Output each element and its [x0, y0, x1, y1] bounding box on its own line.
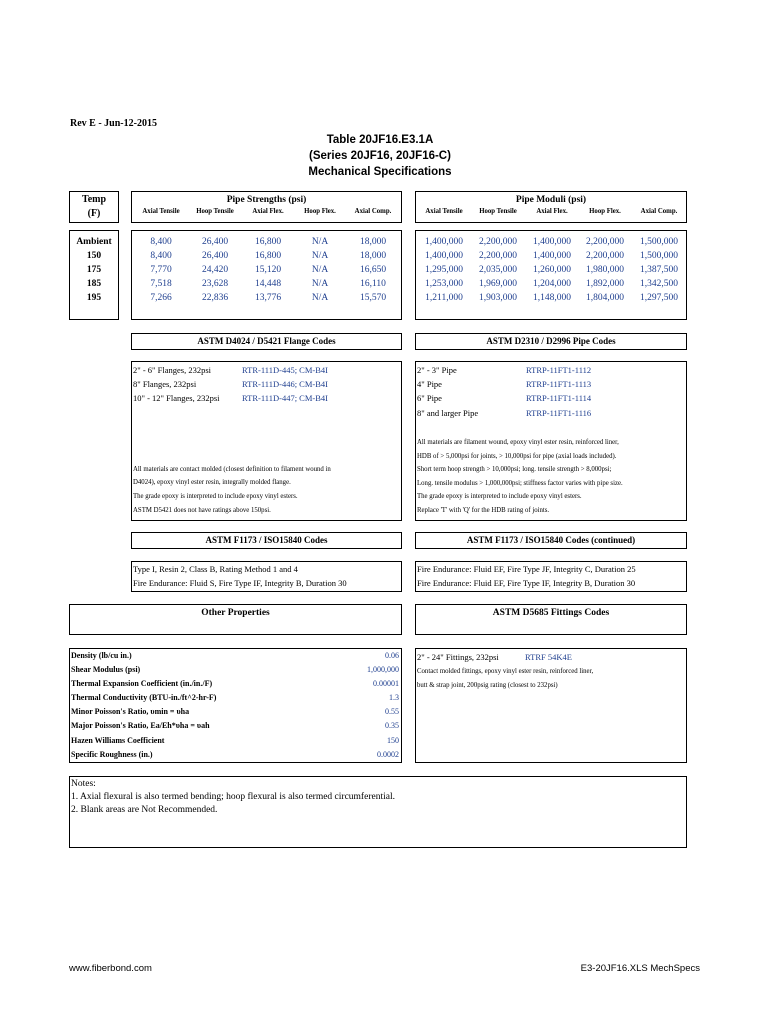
modulus-cell: 1,400,000	[425, 237, 463, 247]
strength-cell: 22,836	[201, 293, 229, 303]
strength-cell: 15,570	[359, 293, 387, 303]
strength-cell: 26,400	[201, 237, 229, 247]
note-line: 1. Axial flexural is also termed bending; hoop flexural is also termed circumferential.	[71, 792, 395, 802]
strength-cell: 23,628	[201, 279, 229, 289]
pipe-note: All materials are filament wound, epoxy vinyl ester resin, reinforced liner,	[417, 439, 619, 446]
pipe-note: HDB of > 5,000psi for joints, > 10,000psi for pipe (axial loads included).	[417, 453, 617, 460]
property-label: Shear Modulus (psi)	[71, 665, 141, 674]
pipe-note: Short term hoop strength > 10,000psi; long. tensile strength > 8,000psi;	[417, 466, 612, 473]
modulus-cell: 1,148,000	[533, 293, 571, 303]
modulus-cell: 1,295,000	[425, 265, 463, 275]
strength-cell: 18,000	[359, 251, 387, 261]
flange-code: RTR-111D-447; CM-B4I	[242, 393, 328, 403]
modulus-cell: 1,400,000	[425, 251, 463, 261]
pipe-label: 6" Pipe	[417, 393, 442, 403]
strength-cell: 26,400	[201, 251, 229, 261]
pipe-note: Long. tensile modulus > 1,000,000psi; stiffness factor varies with pipe size.	[417, 480, 623, 487]
moduli-col-hoop-tensile: Hoop Tensile	[479, 208, 517, 215]
strength-cell: N/A	[311, 251, 329, 261]
modulus-cell: 2,200,000	[586, 251, 624, 261]
other-properties-body	[69, 648, 402, 763]
page-title	[230, 132, 530, 180]
fittings-code: RTRF 54K4E	[525, 652, 572, 662]
modulus-cell: 1,342,500	[640, 279, 678, 289]
f1173-continued-body	[415, 561, 687, 592]
flange-note: All materials are contact molded (closest definition to filament wound in	[133, 466, 331, 473]
temp-row: Ambient	[76, 237, 112, 247]
fittings-header	[415, 604, 687, 635]
flange-note: D4024), epoxy vinyl ester resin, integrally molded flange.	[133, 479, 291, 486]
property-value: 1,000,000	[367, 665, 399, 674]
strengths-col-hoop-flex: Hoop Flex.	[304, 208, 336, 215]
strengths-col-axial-comp: Axial Comp.	[354, 208, 392, 215]
f1173-cont-line: Fire Endurance: Fluid EF, Fire Type IF, Integrity B, Duration 30	[417, 578, 636, 588]
property-label: Density (lb/cu in.)	[71, 651, 132, 660]
modulus-cell: 2,200,000	[586, 237, 624, 247]
temp-header-box	[69, 191, 119, 223]
fittings-body	[415, 648, 687, 763]
pipe-note: Replace 'T' with 'Q' for the HDB rating of joints.	[417, 507, 550, 514]
modulus-cell: 1,400,000	[533, 251, 571, 261]
modulus-cell: 1,969,000	[479, 279, 517, 289]
modulus-cell: 1,253,000	[425, 279, 463, 289]
flange-label: 2" - 6" Flanges, 232psi	[133, 365, 212, 375]
modulus-cell: 1,903,000	[479, 293, 517, 303]
strengths-col-hoop-tensile: Hoop Tensile	[196, 208, 234, 215]
temp-header: Temp	[81, 194, 107, 205]
pipe-codes-header: ASTM D2310 / D2996 Pipe Codes	[415, 333, 687, 350]
property-label: Hazen Williams Coefficient	[71, 736, 165, 745]
strength-cell: 7,770	[150, 265, 172, 275]
flange-note: The grade epoxy is interpreted to include epoxy vinyl esters.	[133, 493, 298, 500]
notes-box	[69, 776, 687, 848]
f1173-line: Type I, Resin 2, Class B, Rating Method 1 and 4	[133, 564, 298, 574]
modulus-cell: 1,500,000	[640, 237, 678, 247]
f1173-continued-header: ASTM F1173 / ISO15840 Codes (continued)	[415, 532, 687, 549]
f1173-line: Fire Endurance: Fluid S, Fire Type IF, Integrity B, Duration 30	[133, 578, 347, 588]
strength-cell: 14,448	[254, 279, 282, 289]
modulus-cell: 1,500,000	[640, 251, 678, 261]
property-label: Specific Roughness (in.)	[71, 750, 153, 759]
moduli-title: Pipe Moduli (psi)	[515, 195, 587, 205]
temp-unit: (F)	[87, 208, 101, 219]
temp-row: 175	[86, 265, 102, 275]
modulus-cell: 1,297,500	[640, 293, 678, 303]
pipe-label: 2" - 3" Pipe	[417, 365, 457, 375]
strengths-title: Pipe Strengths (psi)	[226, 195, 307, 205]
moduli-col-axial-tensile: Axial Tensile	[425, 208, 463, 215]
property-label: Minor Poisson's Ratio, υmin = υha	[71, 707, 190, 716]
moduli-values-box	[415, 230, 687, 320]
temp-row: 195	[86, 293, 102, 303]
modulus-cell: 2,035,000	[479, 265, 517, 275]
strength-cell: 15,120	[254, 265, 282, 275]
strength-cell: 16,110	[360, 279, 386, 289]
strength-cell: 18,000	[359, 237, 387, 247]
property-value: 0.55	[385, 707, 399, 716]
property-label: Major Poisson's Ratio, Ea/Eh*υha = υah	[71, 721, 210, 730]
modulus-cell: 1,204,000	[533, 279, 571, 289]
title-line-3: Mechanical Specifications	[308, 166, 452, 178]
footer-website[interactable]: www.fiberbond.com	[69, 963, 152, 974]
other-properties-header	[69, 604, 402, 635]
pipe-code: RTRP-11FT1-1114	[526, 393, 592, 403]
moduli-header-box	[415, 191, 687, 223]
pipe-codes-body	[415, 361, 687, 521]
other-properties-title: Other Properties	[201, 608, 270, 618]
title-line-2: (Series 20JF16, 20JF16-C)	[309, 150, 451, 162]
strength-cell: 7,266	[150, 293, 172, 303]
property-value: 0.06	[385, 651, 399, 660]
modulus-cell: 2,200,000	[479, 251, 517, 261]
fittings-title: ASTM D5685 Fittings Codes	[492, 608, 610, 618]
footer-file-reference: E3-20JF16.XLS MechSpecs	[580, 963, 700, 974]
strength-cell: 8,400	[150, 251, 172, 261]
f1173-cont-line: Fire Endurance: Fluid EF, Fire Type JF, Integrity C, Duration 25	[417, 564, 636, 574]
note-line: 2. Blank areas are Not Recommended.	[71, 805, 218, 815]
strength-cell: 8,400	[150, 237, 172, 247]
pipe-label: 4" Pipe	[417, 379, 442, 389]
moduli-col-axial-comp: Axial Comp.	[640, 208, 678, 215]
pipe-label: 8" and larger Pipe	[417, 408, 479, 418]
notes-heading: Notes:	[71, 779, 96, 789]
modulus-cell: 1,260,000	[533, 265, 571, 275]
strengths-header-box	[131, 191, 402, 223]
property-value: 0.00001	[373, 679, 399, 688]
pipe-note: The grade epoxy is interpreted to include epoxy vinyl esters.	[417, 493, 582, 500]
strengths-col-axial-tensile: Axial Tensile	[142, 208, 180, 215]
property-value: 0.0002	[377, 750, 399, 759]
property-label: Thermal Conductivity (BTU-in./ft^2-hr-F)	[71, 693, 217, 702]
strengths-values-box	[131, 230, 402, 320]
flange-code: RTR-111D-446; CM-B4I	[242, 379, 328, 389]
property-label: Thermal Expansion Coefficient (in./in./F)	[71, 679, 213, 688]
title-line-1: Table 20JF16.E3.1A	[326, 134, 434, 146]
pipe-code: RTRP-11FT1-1113	[526, 379, 592, 389]
strength-cell: 16,650	[359, 265, 387, 275]
flange-codes-body	[131, 361, 402, 521]
revision-label: Rev E - Jun-12-2015	[70, 118, 157, 129]
modulus-cell: 1,980,000	[586, 265, 624, 275]
moduli-col-axial-flex: Axial Flex.	[536, 208, 568, 215]
strength-cell: N/A	[311, 237, 329, 247]
flange-code: RTR-111D-445; CM-B4I	[242, 365, 328, 375]
fittings-label: 2" - 24" Fittings, 232psi	[417, 652, 499, 662]
property-value: 1.3	[389, 693, 399, 702]
temp-row: 185	[86, 279, 102, 289]
f1173-header: ASTM F1173 / ISO15840 Codes	[131, 532, 402, 549]
strength-cell: N/A	[311, 265, 329, 275]
strength-cell: 16,800	[254, 237, 282, 247]
strength-cell: N/A	[311, 293, 329, 303]
strength-cell: N/A	[311, 279, 329, 289]
temp-values-box	[69, 230, 119, 320]
strength-cell: 13,776	[254, 293, 282, 303]
fittings-note: Contact molded fittings, epoxy vinyl ester resin, reinforced liner,	[417, 668, 594, 675]
pipe-code: RTRP-11FT1-1116	[526, 408, 592, 418]
property-value: 0.35	[385, 721, 399, 730]
modulus-cell: 1,211,000	[425, 293, 463, 303]
f1173-body	[131, 561, 402, 592]
modulus-cell: 1,400,000	[533, 237, 571, 247]
strength-cell: 16,800	[254, 251, 282, 261]
modulus-cell: 1,892,000	[586, 279, 624, 289]
flange-label: 10" - 12" Flanges, 232psi	[133, 393, 220, 403]
strength-cell: 7,518	[150, 279, 172, 289]
flange-label: 8" Flanges, 232psi	[133, 379, 197, 389]
moduli-col-hoop-flex: Hoop Flex.	[589, 208, 621, 215]
pipe-code: RTRP-11FT1-1112	[526, 365, 592, 375]
strengths-col-axial-flex: Axial Flex.	[252, 208, 284, 215]
modulus-cell: 1,804,000	[586, 293, 624, 303]
modulus-cell: 1,387,500	[640, 265, 678, 275]
fittings-note: butt & strap joint, 200psig rating (closest to 232psi)	[417, 682, 558, 689]
modulus-cell: 2,200,000	[479, 237, 517, 247]
property-value: 150	[387, 736, 399, 745]
strength-cell: 24,420	[201, 265, 229, 275]
temp-row: 150	[86, 251, 102, 261]
flange-note: ASTM D5421 does not have ratings above 150psi.	[133, 507, 271, 514]
flange-codes-header: ASTM D4024 / D5421 Flange Codes	[131, 333, 402, 350]
